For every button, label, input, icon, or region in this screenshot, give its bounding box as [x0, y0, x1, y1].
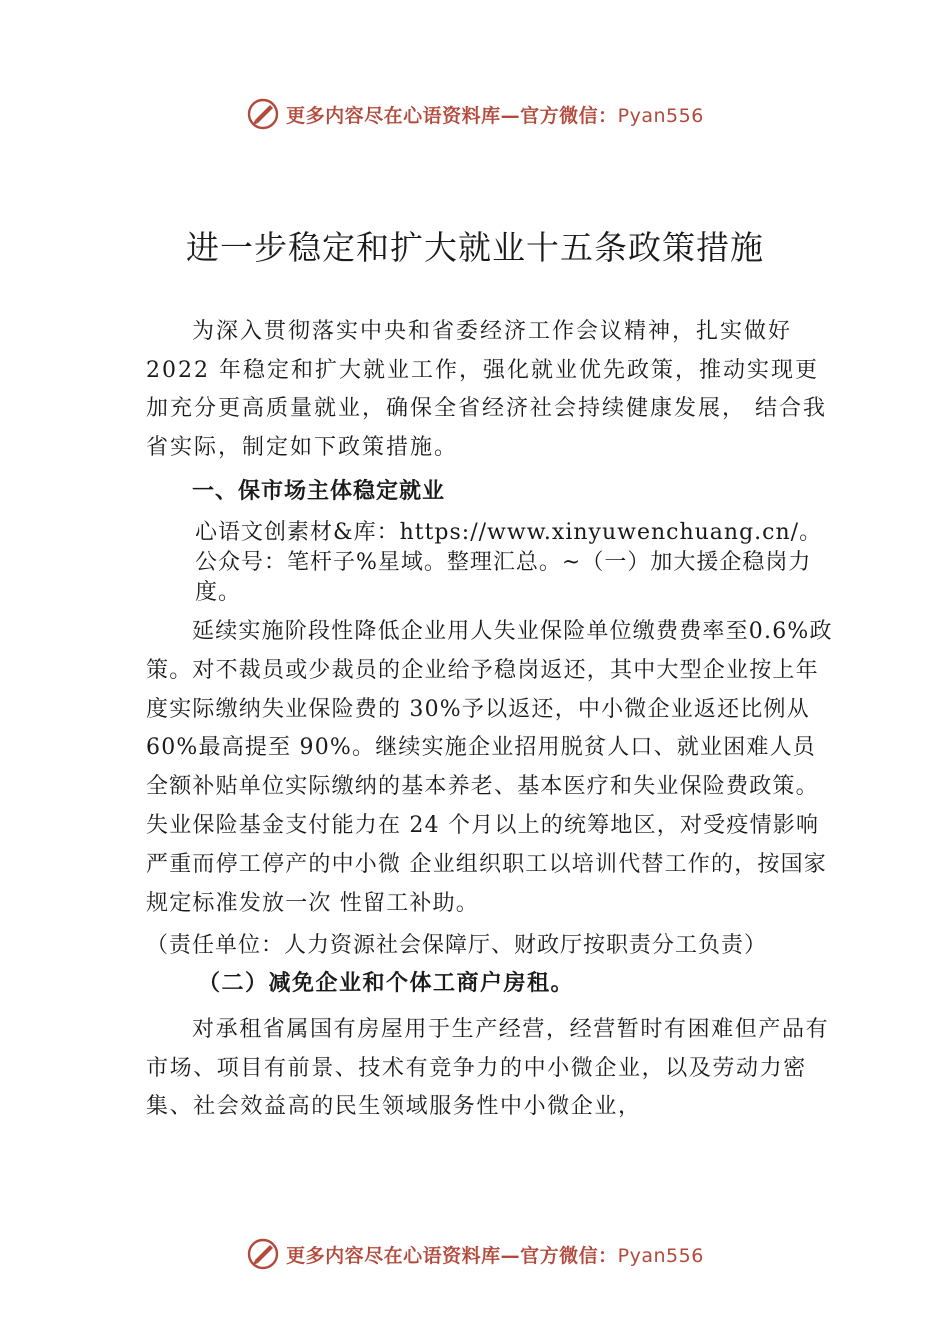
footer-banner	[0, 1234, 950, 1274]
item2-paragraph: 对承租省属国有房屋用于生产经营，经营暂时有困难但产品有市场、项目有前景、技术有竞争力的中小微企业，以及劳动力密集、社会效益高的民生领域服务性中小微企业，	[146, 1017, 830, 1119]
source-note-paragraph: 心语文创素材&库：https://www.xinyuwenchuang.cn/。公众号：笔杆子%星域。整理汇总。~（一）加大援企稳岗力度。	[195, 520, 823, 605]
header-banner	[0, 94, 950, 134]
intro-paragraph: 为深入贯彻落实中央和省委经济工作会议精神，扎实做好 2022 年稳定和扩大就业工作，强化就业优先政策，推动实现更加充分更高质量就业，确保全省经济社会持续健康发展， 结合我省实际，制定如下政策措施。	[146, 319, 827, 460]
banner-handle: Pyan556	[617, 104, 704, 127]
banner-handle: Pyan556	[617, 1244, 704, 1267]
subsection-heading: （二）减免企业和个体工商户房租。	[198, 971, 575, 996]
responsibility-line: （责任单位：人力资源社会保障厅、财政厅按职责分工负责）	[146, 933, 768, 958]
xinyu-logo-icon	[246, 1237, 280, 1271]
xinyu-logo-icon	[246, 97, 280, 131]
section-heading: 一、保市场主体稳定就业	[192, 479, 446, 504]
banner-text: 更多内容尽在心语资料库—官方微信：Pyan556	[286, 1244, 704, 1267]
item1-paragraph: 延续实施阶段性降低企业用人失业保险单位缴费费率至0.6%政策。对不裁员或少裁员的企业给予稳岗返还，其中大型企业按上年度实际缴纳失业保险费的 30%予以返还，中小微企业返还比例从 60%最高提至 90%。继续实施企业招用脱贫人口、就业困难人员全额补贴单位实际缴纳的基本养老、基本医疗和失业保险费政策。失业保险基金支付能力在 24 个月以上的统筹地区，对受疫情影响严重而停工停产的中小微 企业组织职工以培训代替工作的，按国家规定标准发放一次 性留工补助。	[146, 619, 833, 916]
banner-text: 更多内容尽在心语资料库—官方微信：Pyan556	[286, 104, 704, 127]
document-title: 进一步稳定和扩大就业十五条政策措施	[186, 228, 764, 267]
